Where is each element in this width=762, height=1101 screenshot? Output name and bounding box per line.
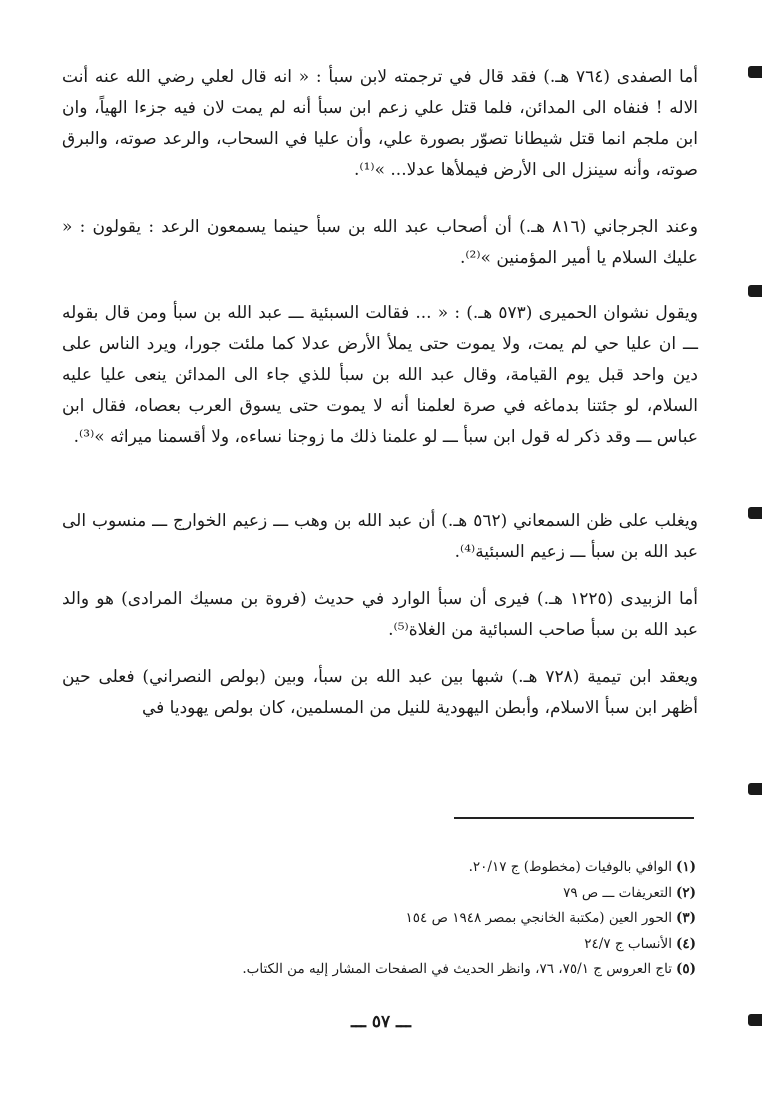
footnotes (216, 855, 696, 983)
paragraph-zabidi: أما الزبيدى (١٢٢٥ هـ.) فيرى أن سبأ الوارد في حديث (فروة بن مسيك المرادى) هو والد عبد الله بن سبأ صاحب السبائية من الغلاة⁽⁵⁾. (62, 589, 698, 640)
page-number: ـــ ٥٧ ـــ (350, 1012, 411, 1032)
binding-mark (748, 783, 762, 795)
paragraph-ibn-taymiyya: ويعقد ابن تيمية (٧٢٨ هـ.) شبها بين عبد الله بن سبأ، وبين (بولص النصراني) فعلى حين أظهر ابن سبأ الاسلام، وأبطن اليهودية للنيل من المسلمين، كان بولص يهوديا في (62, 667, 698, 718)
binding-mark (748, 285, 762, 297)
paragraph-samani: ويغلب على ظن السمعاني (٥٦٢ هـ.) أن عبد الله بن وهب ـــ زعيم الخوارج ـــ منسوب الى عبد الله بن سبأ ـــ زعيم السبئية⁽⁴⁾. (62, 511, 698, 562)
binding-mark (748, 1014, 762, 1026)
paragraph-safadi: أما الصفدى (٧٦٤ هـ.) فقد قال في ترجمته لابن سبأ : « انه قال لعلي رضي الله عنه أنت الاله ! فنفاه الى المدائن، فلما قتل علي زعم ابن سبأ أنه لم يمت لان فيه جزءا الهياً، وان ابن ملجم انما قتل شيطانا تصوّر بصورة علي، وأن عليا في السحاب، والرعد صوته، والبرق صوته، وأنه سينزل الى الأرض فيملأها عدلا... »⁽¹⁾. (62, 67, 698, 180)
footnote-1: (١)الوافي بالوفيات (مخطوط) ج ٢٠/١٧. (468, 859, 696, 875)
paragraph-nashwan-himyari: ويقول نشوان الحميرى (٥٧٣ هـ.) : « ... فقالت السبئية ـــ عبد الله بن سبأ ومن قال بقوله ـــ ان عليا حي لم يمت، ولا يموت حتى يملأ الأرض عدلا كما ملئت جورا، ويرد الناس على دين واحد قبل يوم القيامة، وقال عبد الله بن سبأ للذي جاء الى المدائن ينعى عليا عليه السلام، لو جئتنا بدماغه في صرة لعلمنا أنه لا يموت حتى يسوق العرب بعصاه، فقال ابن عباس ـــ وقد ذكر له قول ابن سبأ ـــ لو علمنا ذلك ما زوجنا نساءه، ولا أقسمنا ميراثه »⁽³⁾. (62, 303, 699, 447)
footnote-5: (٥)تاج العروس ج ٧٥/١، ٧٦، وانظر الحديث في الصفحات المشار إليه من الكتاب. (242, 961, 696, 977)
footnote-3: (٣)الحور العين (مكتبة الخانجي بمصر ١٩٤٨ ص ١٥٤ (405, 910, 696, 926)
footnote-divider (454, 817, 694, 819)
footnote-2: (٢)التعريفات ـــ ص ٧٩ (563, 884, 696, 901)
footnote-4: (٤)الأنساب ج ٢٤/٧ (584, 935, 696, 952)
binding-mark (748, 507, 762, 519)
paragraph-jurjani: وعند الجرجاني (٨١٦ هـ.) أن أصحاب عبد الله بن سبأ حينما يسمعون الرعد : يقولون : « عليك السلام يا أمير المؤمنين »⁽²⁾. (62, 217, 698, 268)
main-text (62, 62, 698, 732)
binding-mark (748, 66, 762, 78)
